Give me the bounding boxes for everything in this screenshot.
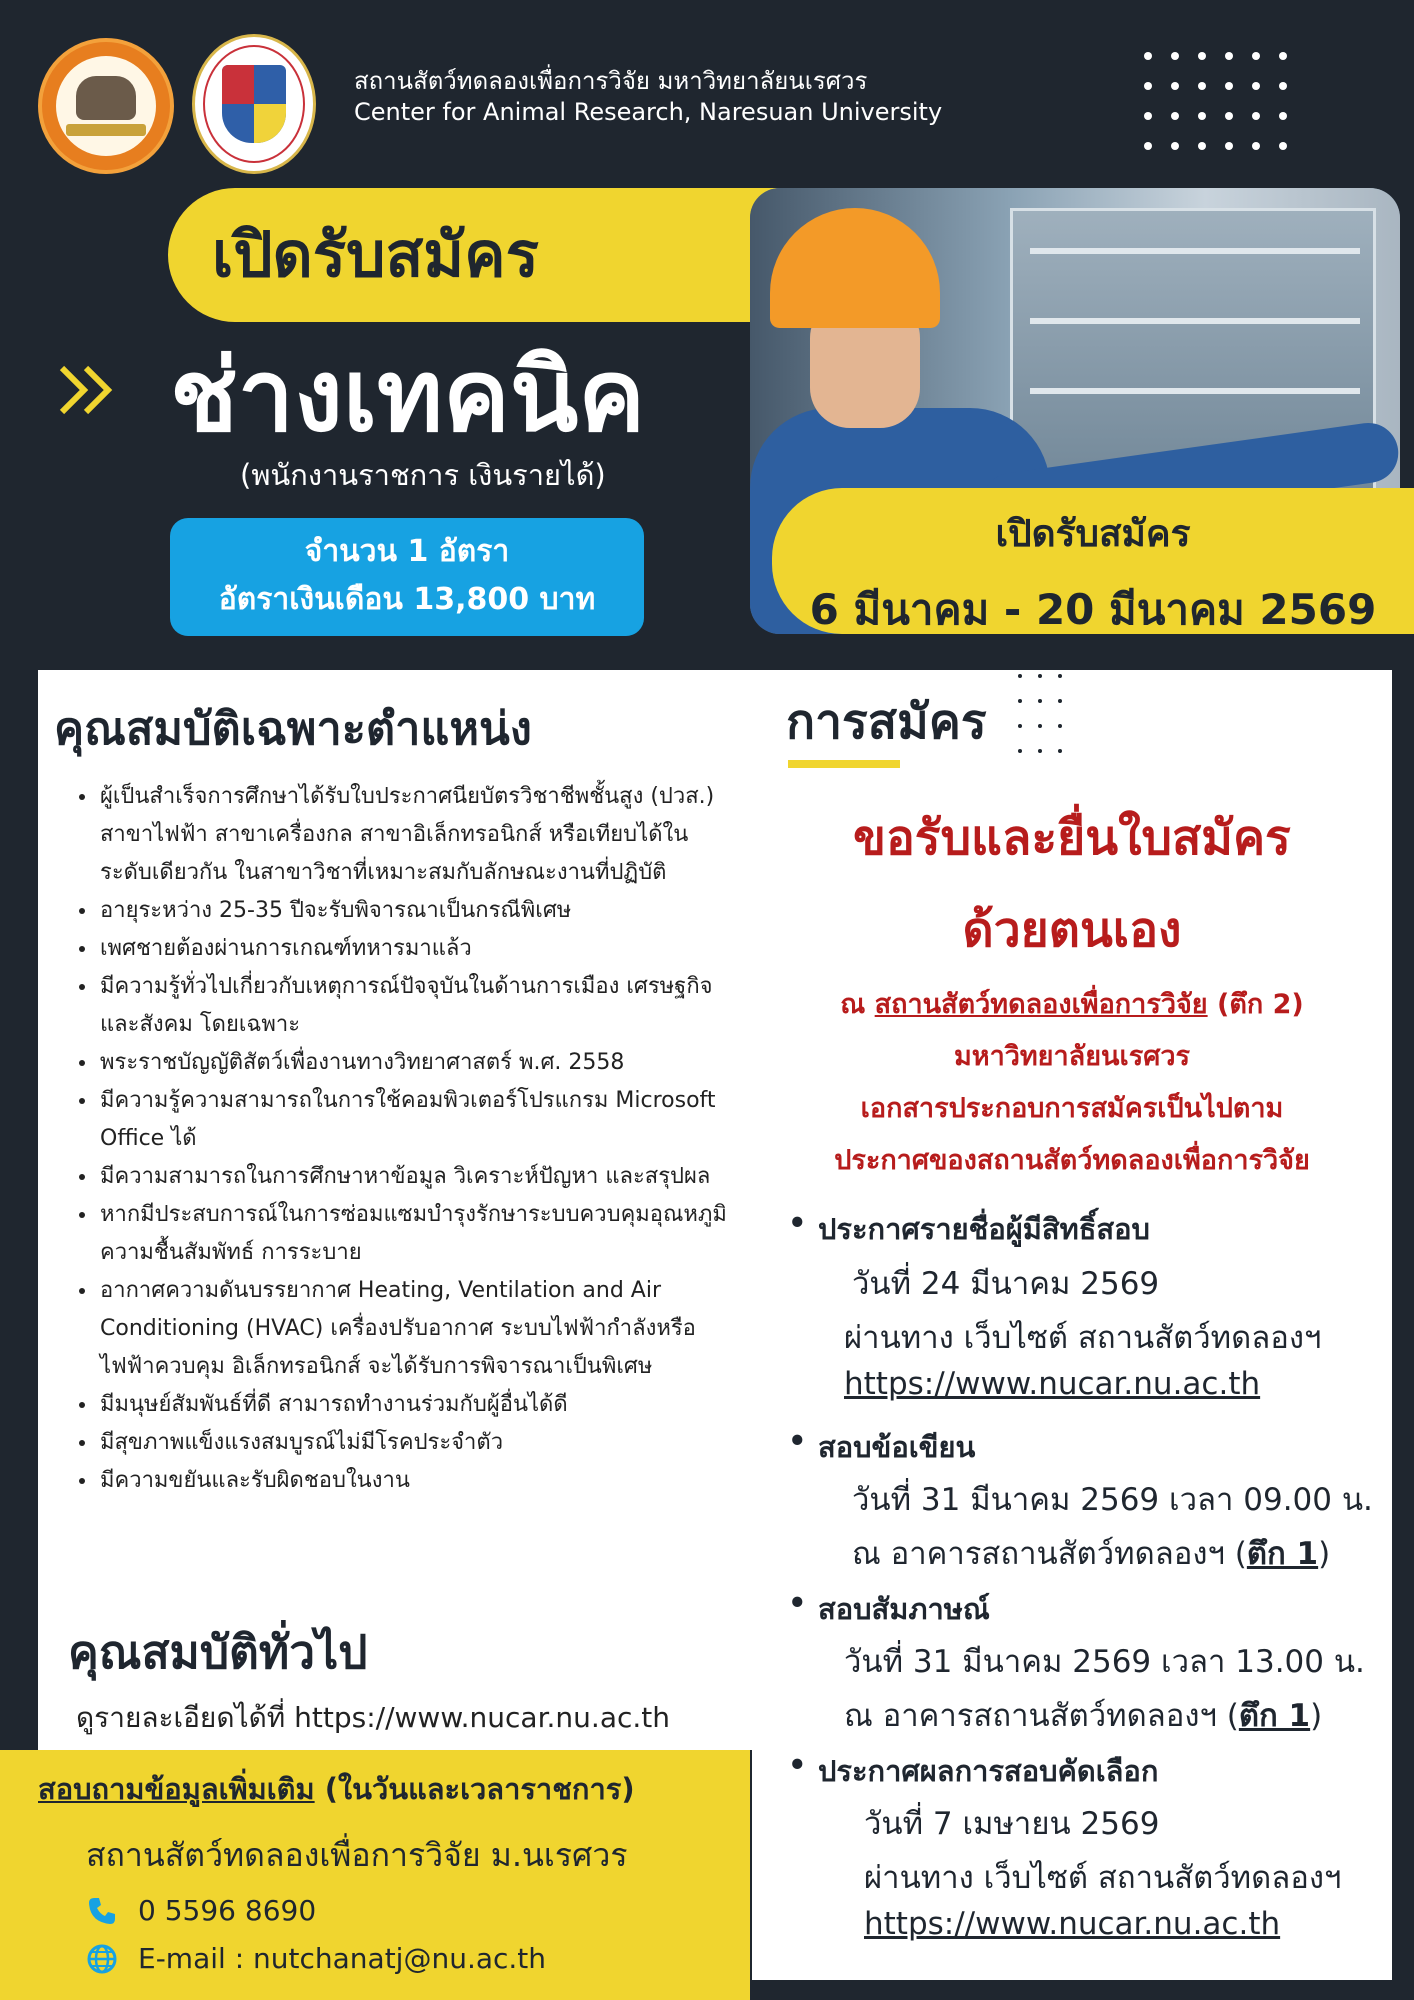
phone-icon: [86, 1895, 118, 1927]
contact-email[interactable]: E-mail : nutchanatj@nu.ac.th: [138, 1942, 547, 1975]
step-3-title: • สอบสัมภาษณ์: [818, 1586, 990, 1632]
double-chevron-icon: [56, 360, 120, 420]
animal-center-seal-icon: [192, 34, 316, 174]
contact-title-underlined: สอบถามข้อมูลเพิ่มเติม: [38, 1772, 315, 1806]
step-4-date: วันที่ 7 เมษายน 2569: [864, 1806, 1160, 1842]
position-title: ช่างเทคนิค: [170, 337, 646, 454]
apply-headline-1: ขอรับและยื่นใบสมัคร: [853, 810, 1291, 866]
contact-phone-row: [86, 1894, 316, 1927]
list-item: • มีความรู้ความสามารถในการใช้คอมพิวเตอร์โปรแกรม Microsoft Office ได้: [98, 1082, 738, 1158]
step-1-channel: ผ่านทาง เว็บไซต์ สถานสัตว์ทดลองฯ: [844, 1320, 1322, 1356]
step-4-channel: ผ่านทาง เว็บไซต์ สถานสัตว์ทดลองฯ: [864, 1860, 1342, 1896]
apply-line-3: เอกสารประกอบการสมัครเป็นไปตาม: [860, 1093, 1284, 1124]
list-item: • มีความสามารถในการศึกษาหาข้อมูล วิเคราะห์ปัญหา และสรุปผล: [98, 1158, 738, 1196]
position-type: (พนักงานราชการ เงินรายได้): [240, 458, 606, 492]
list-item: • พระราชบัญญัติสัตว์เพื่องานทางวิทยาศาสตร์ พ.ศ. 2558: [98, 1044, 738, 1082]
step-4-title: • ประกาศผลการสอบคัดเลือก: [818, 1748, 1158, 1794]
step-3-date: วันที่ 31 มีนาคม 2569 เวลา 13.00 น.: [844, 1644, 1365, 1680]
date-range: 6 มีนาคม - 20 มีนาคม 2569: [809, 585, 1377, 634]
apply-line-4: ประกาศของสถานสัตว์ทดลองเพื่อการวิจัย: [834, 1145, 1310, 1176]
list-item: • มีความรู้ทั่วไปเกี่ยวกับเหตุการณ์ปัจจุบันในด้านการเมือง เศรษฐกิจ และสังคม โดยเฉพาะ: [98, 968, 738, 1044]
quota-box: [170, 518, 644, 636]
step-2-title: • สอบข้อเขียน: [818, 1424, 975, 1470]
step-4-url[interactable]: https://www.nucar.nu.ac.th: [864, 1906, 1281, 1942]
list-item: • อากาศความดันบรรยากาศ Heating, Ventilation and Air Conditioning (HVAC) เครื่องปรับอากาศ ระบบไฟฟ้ากำลังหรือไฟฟ้าควบคุม อิเล็กทรอนิกส์ จะได้รับการพิจารณาเป็นพิเศษ: [98, 1272, 738, 1386]
list-item: • เพศชายต้องผ่านการเกณฑ์ทหารมาแล้ว: [98, 930, 738, 968]
contact-email-row: [86, 1942, 546, 1975]
apply-title-underline: [788, 760, 900, 768]
date-label: เปิดรับสมัคร: [995, 512, 1191, 555]
apply-line-2: มหาวิทยาลัยนเรศวร: [953, 1041, 1191, 1072]
step-2-date: วันที่ 31 มีนาคม 2569 เวลา 09.00 น.: [852, 1482, 1373, 1518]
step-2-building: ตึก 1: [1246, 1536, 1319, 1572]
general-text: ดูรายละเอียดได้ที่ https://www.nucar.nu.ac.th: [76, 1701, 671, 1734]
list-item: • อายุระหว่าง 25-35 ปีจะรับพิจารณาเป็นกรณีพิเศษ: [98, 892, 738, 930]
list-item: • มีสุขภาพแข็งแรงสมบูรณ์ไม่มีโรคประจำตัว: [98, 1424, 738, 1462]
header-org-th: สถานสัตว์ทดลองเพื่อการวิจัย มหาวิทยาลัยนเรศวร: [354, 67, 868, 95]
contact-title: [38, 1766, 635, 1812]
apply-location-underlined: สถานสัตว์ทดลองเพื่อการวิจัย: [874, 989, 1208, 1020]
list-item: • ผู้เป็นสำเร็จการศึกษาได้รับใบประกาศนียบัตรวิชาชีพชั้นสูง (ปวส.) สาขาไฟฟ้า สาขาเครื่องกล สาขาอิเล็กทรอนิกส์ หรือเทียบได้ในระดับเดียวกัน ในสาขาวิชาที่เหมาะสมกับลักษณะงานที่ปฏิบัติ: [98, 778, 738, 892]
decorative-dots: [1144, 52, 1292, 156]
salary-text: อัตราเงินเดือน 13,800 บาท: [218, 582, 596, 617]
step-4-link[interactable]: [864, 1906, 1280, 1942]
qualifications-title: คุณสมบัติเฉพาะตำแหน่ง: [54, 702, 532, 755]
step-2-place-pre: ณ อาคารสถานสัตว์ทดลองฯ (: [852, 1536, 1247, 1572]
step-2-place: [852, 1528, 1330, 1578]
apply-title: การสมัคร: [786, 694, 987, 750]
quota-text: จำนวน 1 อัตรา: [304, 534, 510, 569]
apply-headline-2: ด้วยตนเอง: [962, 902, 1182, 958]
step-3-building: ตึก 1: [1238, 1698, 1311, 1734]
step-3-place: [844, 1690, 1322, 1740]
step-1-url[interactable]: https://www.nucar.nu.ac.th: [844, 1366, 1261, 1402]
header-org-en: Center for Animal Research, Naresuan University: [354, 98, 943, 126]
apply-location-suffix: (ตึก 2): [1207, 989, 1304, 1020]
contact-title-rest: (ในวันและเวลาราชการ): [314, 1772, 635, 1806]
step-3-place-pre: ณ อาคารสถานสัตว์ทดลองฯ (: [844, 1698, 1239, 1734]
step-3-place-post: ): [1310, 1698, 1323, 1734]
open-title: เปิดรับสมัคร: [212, 218, 539, 291]
contact-phone: 0 5596 8690: [138, 1894, 317, 1927]
step-2-place-post: ): [1318, 1536, 1331, 1572]
contact-org: สถานสัตว์ทดลองเพื่อการวิจัย ม.นเรศวร: [86, 1836, 628, 1874]
list-item: • หากมีประสบการณ์ในการซ่อมแซมบำรุงรักษาระบบควบคุมอุณหภูมิ ความชื้นสัมพัทธ์ การระบาย: [98, 1196, 738, 1272]
qualifications-list: [60, 778, 738, 1500]
decorative-dots-small: [1018, 674, 1064, 758]
step-1-date: วันที่ 24 มีนาคม 2569: [852, 1266, 1160, 1302]
step-1-link[interactable]: [844, 1366, 1260, 1402]
globe-icon: [86, 1943, 118, 1975]
list-item: • มีมนุษย์สัมพันธ์ที่ดี สามารถทำงานร่วมกับผู้อื่นได้ดี: [98, 1386, 738, 1424]
university-emblem-icon: [38, 38, 174, 174]
contact-box: [0, 1750, 750, 2000]
application-period: [772, 488, 1414, 634]
list-item: • มีความขยันและรับผิดชอบในงาน: [98, 1462, 738, 1500]
general-title: คุณสมบัติทั่วไป: [68, 1625, 368, 1679]
apply-location: [752, 982, 1392, 1025]
apply-location-prefix: ณ: [840, 989, 875, 1020]
step-1-title: • ประกาศรายชื่อผู้มีสิทธิ์สอบ: [818, 1206, 1150, 1252]
header-org: [354, 66, 942, 128]
